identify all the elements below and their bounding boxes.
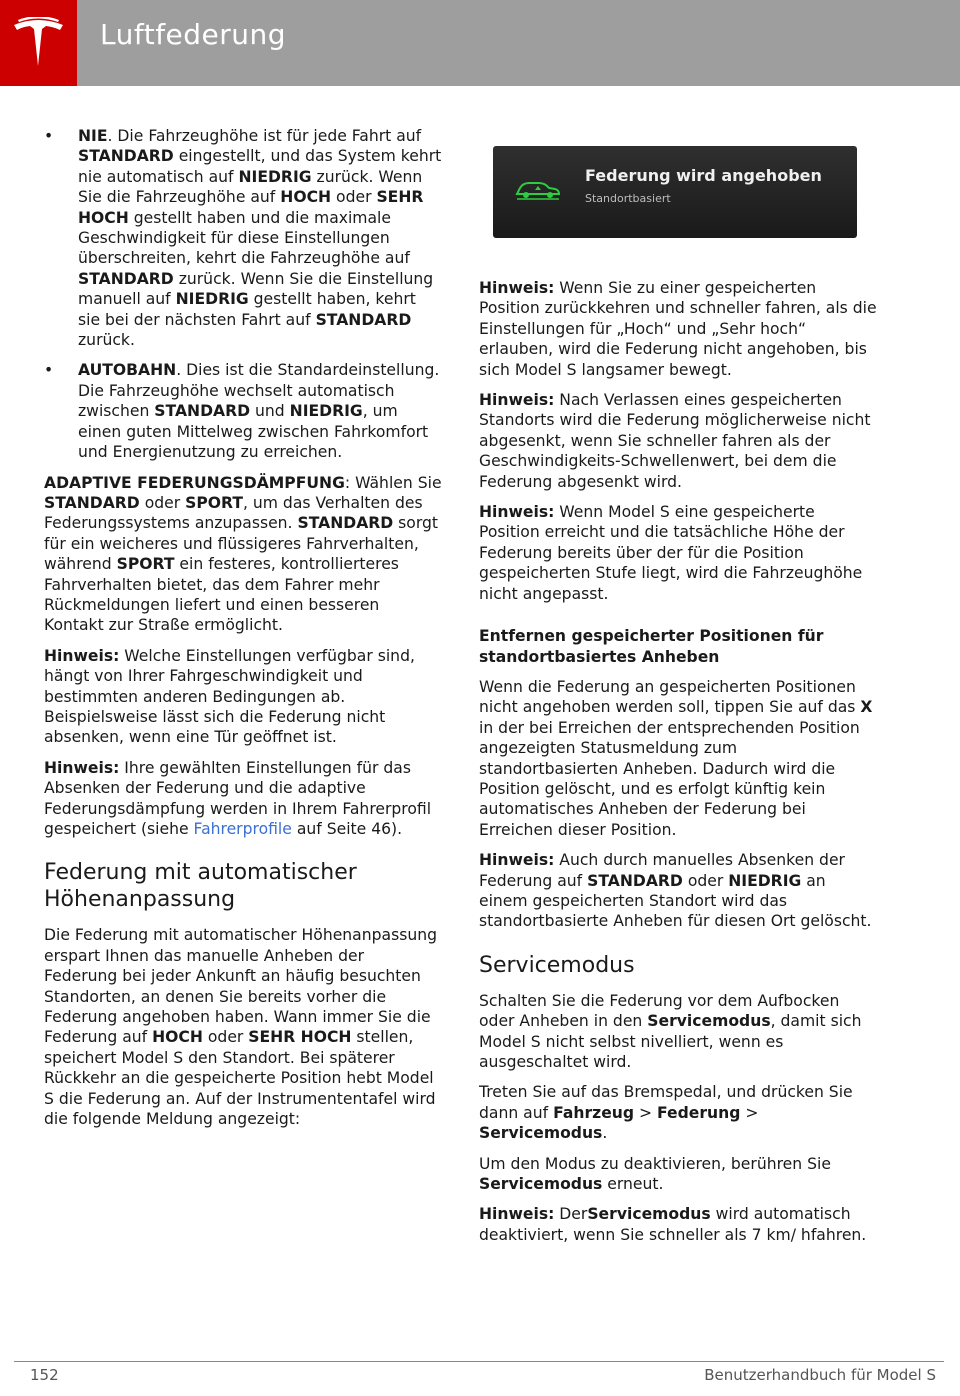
footer-divider: [14, 1361, 944, 1362]
note-availability: Hinweis: Welche Einstellungen verfügbar sind, hängt von Ihrer Fahrgeschwindigkeit und bestimmten anderen Bedingungen ab. Beispielsweise lässt sich die Federung nicht absenken, wenn eine Tür geöffnet ist.: [44, 646, 415, 747]
right-column: [479, 278, 879, 1255]
notification-title: Federung wird angehoben: [585, 166, 822, 185]
footer-title: Benutzerhandbuch für Model S: [704, 1366, 936, 1384]
left-column: [44, 126, 442, 1139]
section-heading-auto-height: Federung mit automatischer Höhenanpassung: [44, 860, 357, 913]
paragraph-service-mode-steps: Treten Sie auf das Bremspedal, und drücken Sie dann auf Fahrzeug > Federung > Servicemodus.: [479, 1083, 853, 1143]
paragraph-service-mode-disable: Um den Modus zu deaktivieren, berühren Sie Servicemodus erneut.: [479, 1154, 831, 1194]
bullet-nie: • NIE. Die Fahrzeughöhe ist für jede Fahrt auf STANDARD eingestellt, und das System kehrt nie automatisch auf NIEDRIG zurück. Wenn Sie die Fahrzeughöhe auf HOCH oder SEHR HOCH gestellt haben und die maximale Geschwindigkeit für diese Einstellungen überschreiten, kehrt die Fahrzeughöhe auf STANDARD zurück. Wenn Sie die Einstellung manuell auf NIEDRIG gestellt haben, kehrt sie bei der nächsten Fahrt auf STANDARD zurück.: [44, 127, 442, 350]
note-speed-return: Hinweis: Wenn Sie zu einer gespeicherten Position zurückkehren und schneller fahren, als die Einstellungen für „Hoch“ und „Sehr hoch“ erlauben, wird die Federung nicht angehoben, bis sich Model S langsamer bewegt.: [479, 279, 877, 379]
car-raise-icon: [515, 178, 561, 200]
section-heading-remove-positions: Entfernen gespeicherter Positionen für standortbasiertes Anheben: [479, 627, 824, 666]
notification-subtitle: Standortbasiert: [585, 192, 671, 205]
note-service-mode-auto-off: Hinweis: DerServicemodus wird automatisch deaktiviert, wenn Sie schneller als 7 km/ hfahren.: [479, 1205, 867, 1244]
section-heading-service-mode: Servicemodus: [479, 952, 635, 978]
bullet-autobahn: • AUTOBAHN. Dies ist die Standardeinstellung. Die Fahrzeughöhe wechselt automatisch zwischen STANDARD und NIEDRIG, um einen guten Mittelweg zwischen Fahrkomfort und Energienutzung zu erreichen.: [44, 361, 440, 462]
paragraph-adaptive-damping: ADAPTIVE FEDERUNGSDÄMPFUNG: Wählen Sie STANDARD oder SPORT, um das Verhalten des Federungssystems anzupassen. STANDARD sorgt für ein weicheres und flüssigeres Fahrverhalten, während SPORT ein festeres, kontrollierteres Fahrverhalten bietet, das dem Fahrer mehr Rückmeldungen liefert und einen besseren Kontakt zur Straße ermöglicht.: [44, 473, 442, 635]
paragraph-auto-height: Die Federung mit automatischer Höhenanpassung erspart Ihnen das manuelle Anheben der Federung bei jeder Ankunft an häufig besuchten Standorten, an denen Sie bereits vorher die Federung angehoben haben. Wann immer Sie die Federung auf HOCH oder SEHR HOCH stellen, speichert Model S den Standort. Bei späterer Rückkehr an die gespeicherte Position hebt Model S die Federung an. Auf der Instrumententafel wird die folgende Meldung angezeigt:: [44, 926, 437, 1129]
driver-profile-link[interactable]: Fahrerprofile: [193, 820, 292, 838]
paragraph-remove-positions: Wenn die Federung an gespeicherten Positionen nicht angehoben werden soll, tippen Sie auf das X in der bei Erreichen der entsprechenden Position angezeigten Statusmeldung zum standortbasierten Anheben. Dadurch wird die Position gelöscht, und es erfolgt künftig kein automatisches Anheben der Federung bei Erreichen dieser Position.: [479, 677, 873, 839]
suspension-raising-notification: [493, 146, 857, 238]
logo-box: [0, 0, 77, 86]
page-title: Luftfederung: [100, 18, 287, 51]
paragraph-service-mode: Schalten Sie die Federung vor dem Aufbocken oder Anheben in den Servicemodus, damit sich Model S nicht selbst nivelliert, wenn es ausgeschaltet wird.: [479, 991, 862, 1071]
note-height-unchanged: Hinweis: Wenn Model S eine gespeicherte Position erreicht und die tatsächliche Höhe der Federung bereits über der für die Position gespeicherten Stufe liegt, wird die Fahrzeughöhe nicht angepasst.: [479, 503, 863, 603]
tesla-logo-icon: [12, 17, 65, 69]
page-header: [0, 0, 960, 86]
note-leaving-location: Hinweis: Nach Verlassen eines gespeicherten Standorts wird die Federung möglicherweise nicht abgesenkt, wenn Sie schneller fahren als der Geschwindigkeits-Schwellenwert, bei dem die Federung abgesenkt wird.: [479, 391, 871, 491]
page-number: 152: [30, 1366, 59, 1384]
note-driver-profile: Hinweis: Ihre gewählten Einstellungen für das Absenken der Federung und die adaptive Federungsdämpfung werden in Ihrem Fahrerprofil gespeichert (siehe Fahrerprofile auf Seite 46).: [44, 758, 432, 838]
note-manual-lowering: Hinweis: Auch durch manuelles Absenken der Federung auf STANDARD oder NIEDRIG an einem gespeicherten Standort wird das standortbasierte Anheben für diesen Ort gelöscht.: [479, 851, 872, 931]
